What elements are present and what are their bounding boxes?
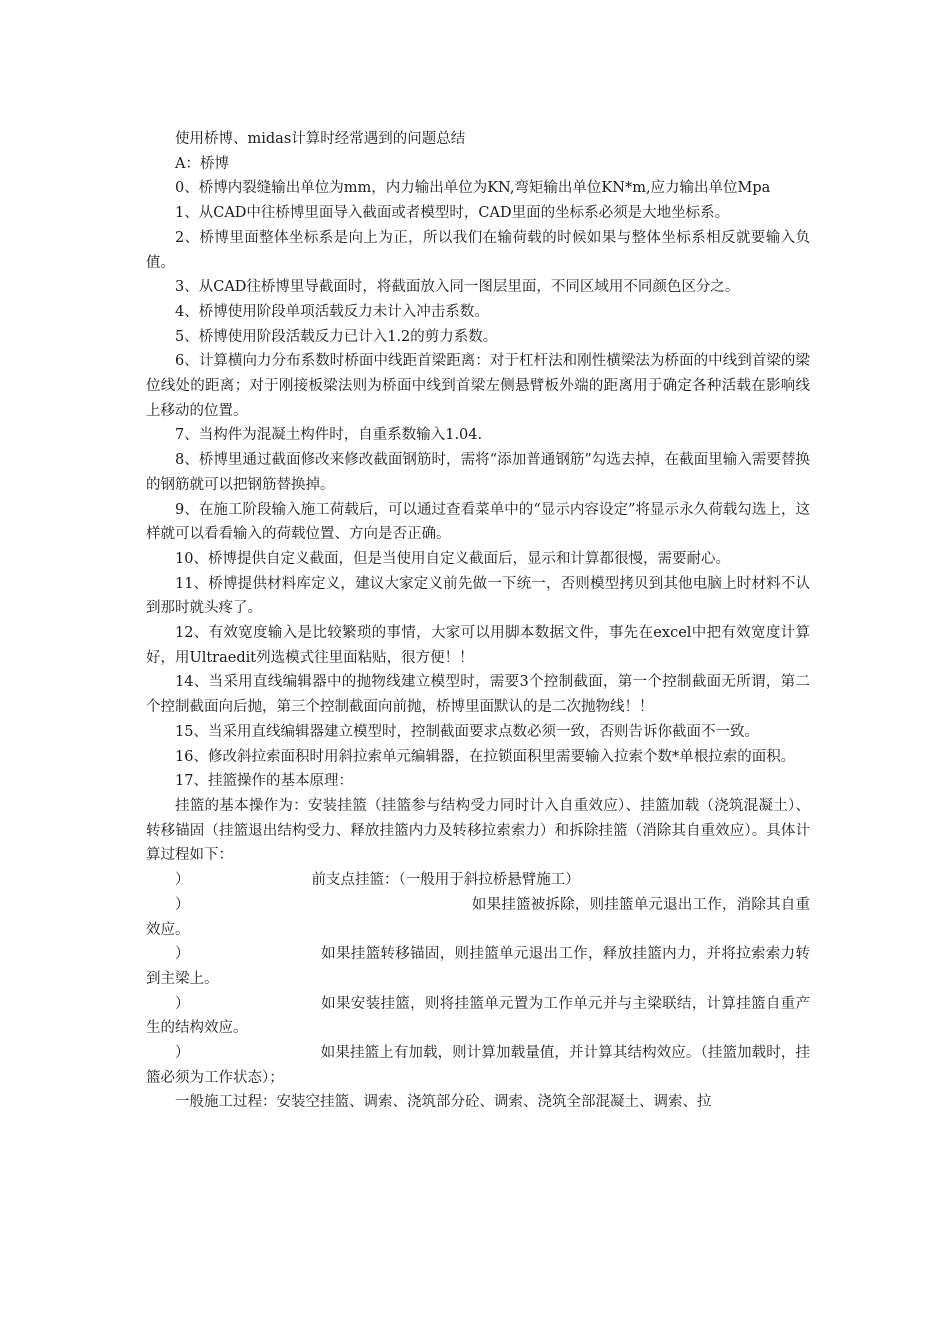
sub-item-text: 如果挂篮上有加载，则计算加载量值，并计算其结构效应。（挂篮加载时，挂篮必须为工作状态）； <box>146 1045 810 1086</box>
list-item: 1、从CAD中往桥博里面导入截面或者模型时，CAD里面的坐标系必须是大地坐标系。 <box>175 205 730 222</box>
sub-item-text: 如果挂篮被拆除，则挂篮单元退出工作，消除其自重效应。 <box>146 896 811 938</box>
sub-item-text: 前支点挂篮：（一般用于斜拉桥悬臂施工） <box>311 872 580 889</box>
section-heading: A：桥博 <box>175 155 229 172</box>
list-item: 挂篮的基本操作为：安装挂篮（挂篮参与结构受力同时计入自重效应）、挂篮加载（浇筑混凝土）、转移锚固（挂篮退出结构受力、释放挂篮内力及转移拉索索力）和拆除挂篮（消除其自重效应）。具体计算过程如下： <box>146 797 810 864</box>
list-item: 4、桥博使用阶段单项活载反力未计入冲击系数。 <box>175 303 489 320</box>
list-item: 17、挂篮操作的基本原理： <box>175 773 353 790</box>
list-item: 0、桥博内裂缝输出单位为mm，内力输出单位为KN,弯矩输出单位KN*m,应力输出单位Mpa <box>175 180 771 197</box>
list-item: 11、桥博提供材料库定义，建议大家定义前先做一下统一，否则模型拷贝到其他电脑上时材料不认到那时就头疼了。 <box>146 575 810 617</box>
closing-paragraph: 一般施工过程：安装空挂篮、调索、浇筑部分砼、调索、浇筑全部混凝土、调索、拉 <box>175 1094 712 1111</box>
sub-item <box>146 992 810 1041</box>
list-item: 12、有效宽度输入是比较繁琐的事情，大家可以用脚本数据文件，事先在excel中把有效宽度计算好，用Ultraedit列选模式往里面粘贴，很方便！！ <box>146 625 810 666</box>
list-item: 3、从CAD往桥博里导截面时，将截面放入同一图层里面，不同区域用不同颜色区分之。 <box>175 279 740 296</box>
list-item: 9、在施工阶段输入施工荷载后，可以通过查看菜单中的“显示内容设定”将显示永久荷载勾选上，这样就可以看看输入的荷载位置、方向是否正确。 <box>146 501 810 543</box>
sub-item <box>146 1041 810 1090</box>
sub-item-marker: ） <box>175 946 190 963</box>
list-item: 7、当构件为混凝土构件时，自重系数输入1.04. <box>175 427 483 444</box>
document-body <box>146 127 810 1115</box>
list-item: 5、桥博使用阶段活载反力已计入1.2的剪力系数。 <box>175 328 498 345</box>
list-item: 15、当采用直线编辑器建立模型时，控制截面要求点数必须一致，否则告诉你截面不一致。 <box>175 723 759 740</box>
sub-item <box>146 868 810 893</box>
list-item: 2、桥博里面整体坐标系是向上为正，所以我们在输荷载的时候如果与整体坐标系相反就要输入负值。 <box>146 229 810 271</box>
sub-item <box>146 893 810 942</box>
sub-item <box>146 942 810 991</box>
sub-item-text: 如果挂篮转移锚固，则挂篮单元退出工作，释放挂篮内力，并将拉索索力转到主梁上。 <box>146 946 811 987</box>
document-title: 使用桥博、midas计算时经常遇到的问题总结 <box>175 131 466 147</box>
list-item: 10、桥博提供自定义截面，但是当使用自定义截面后，显示和计算都很慢，需要耐心。 <box>175 550 730 567</box>
sub-item-marker: ） <box>175 896 190 913</box>
sub-item-marker: ） <box>175 995 190 1012</box>
list-item: 6、计算横向力分布系数时桥面中线距首梁距离：对于杠杆法和刚性横梁法为桥面的中线到首梁的梁位线处的距离；对于刚接板梁法则为桥面中线到首梁左侧悬臂板外端的距离用于确定各种活载在影响线上移动的位置。 <box>146 353 810 419</box>
sub-item-text: 如果安装挂篮，则将挂篮单元置为工作单元并与主梁联结，计算挂篮自重产生的结构效应。 <box>146 995 811 1037</box>
list-item: 16、修改斜拉索面积时用斜拉索单元编辑器，在拉锁面积里需要输入拉索个数*单根拉索的面积。 <box>175 748 796 765</box>
sub-item-marker: ） <box>175 1045 190 1062</box>
list-item: 14、当采用直线编辑器中的抛物线建立模型时，需要3个控制截面，第一个控制截面无所谓，第二个控制截面向后抛，第三个控制截面向前抛，桥博里面默认的是二次抛物线！！ <box>146 674 810 716</box>
sub-item-marker: ） <box>175 872 190 889</box>
list-item: 8、桥博里通过截面修改来修改截面钢筋时，需将“添加普通钢筋”勾选去掉，在截面里输入需要替换的钢筋就可以把钢筋替换掉。 <box>146 452 810 493</box>
